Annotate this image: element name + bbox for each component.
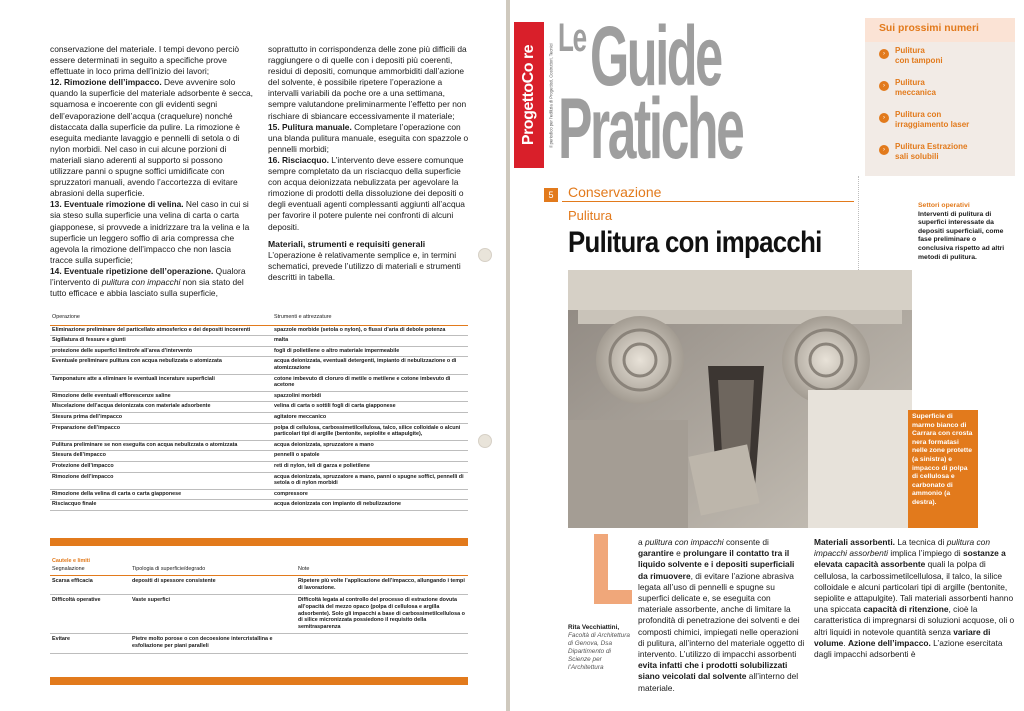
text-run: , cioè la caratteristica di impregnarsi di soluzioni acquose, oli o altri liquidi in notevole quantità senza <box>814 604 1015 637</box>
limits-bottom-bar <box>50 677 468 685</box>
text-run: garantire <box>638 548 674 559</box>
next-issue-item <box>879 78 1015 98</box>
table-row <box>50 402 468 413</box>
table-row <box>50 423 468 440</box>
tools-cell: acqua deionizzata, spruzzatore a mano, panni o spugne soffici, pennelli di setola o di nylon morbidi <box>272 472 468 489</box>
operation-cell: Miscelazione dell’acqua deionizzata con materiale adsorbente <box>50 402 272 413</box>
paragraph: 12. Rimozione dell’impacco. Deve avvenire solo quando la superficie del materiale adsorbente è secca, squamosa e incoerente con gli evidenti segni dell’evaporazione dell’acqua (craquelure) nonché distaccata dalla superficie da pulire. La rimozione è eseguita mediante lavaggio e pennelli di setola o di nylon morbidi. Nel caso in cui alcune porzioni di materiali siano aderenti al supporto si possono utilizzare panni o spugne soffici umidificate con spruzzatori manuali, avendo l’accortezza di evitare abrasioni della superficie. <box>50 77 253 199</box>
table-row <box>50 576 468 595</box>
table-row <box>50 500 468 511</box>
signal-cell: Scarsa efficacia <box>50 576 130 595</box>
text-column-2 <box>268 44 472 283</box>
text-run: variare di volume <box>814 626 991 648</box>
series-title-le: Le <box>558 16 586 60</box>
table-row <box>50 391 468 402</box>
brand-logo: ProgettoCo re <box>520 44 538 146</box>
next-issue-item <box>879 110 1015 130</box>
operation-cell: Pulitura preliminare se non eseguita con acqua nebulizzata o atomizzata <box>50 440 272 451</box>
limits-header-type: Tipologia di superficie/degrado <box>130 565 296 576</box>
table-row <box>50 357 468 374</box>
article-body-column-2 <box>814 537 1016 660</box>
tools-cell: pennelli o spatole <box>272 451 468 462</box>
signal-cell: Difficoltà operative <box>50 595 130 634</box>
operation-cell: protezione delle superfici limitrofe all’area d’intervento <box>50 346 272 357</box>
paragraph: 13. Eventuale rimozione di velina. Nel caso in cui si sia steso sulla superficie una velina di carta o carta giapponese, si provvede a inidrizzare tra la velina e la superficie un leggero soffio di aria compressa che agevola la rimozione dell’impacco che non lascia tracce sulla superficie; <box>50 199 250 265</box>
next-issue-label: Pulitura con tamponi <box>895 46 943 65</box>
table-row <box>50 634 468 653</box>
left-page <box>0 0 506 711</box>
text-run: . <box>843 637 848 648</box>
next-issues-title: Sui prossimi numeri <box>865 18 1015 42</box>
text-run: pulitura con impacchi <box>645 537 724 547</box>
operation-cell: Risciacquo finale <box>50 500 272 511</box>
operation-cell: Rimozione dell’impacco <box>50 472 272 489</box>
text-run: e <box>673 548 684 559</box>
operation-cell: Rimozione della velina di carta o carta giapponese <box>50 489 272 500</box>
table-row <box>50 451 468 462</box>
tools-cell: acqua deionizzata con impianto di nebulizzazione <box>272 500 468 511</box>
tools-cell: compressore <box>272 489 468 500</box>
limits-header-notes: Note <box>296 565 468 576</box>
author-affiliation: Facoltà di Architettura di Genova, Dsa Dipartimento di Scienze per l’Architettura <box>568 632 630 671</box>
next-issue-item <box>879 46 1015 66</box>
binder-hole <box>478 434 492 448</box>
tools-cell: cotone imbevuto di cloruro di metile o metilene e cotone imbevuto di acetone <box>272 374 468 391</box>
sectors-text: Interventi di pulitura di superfici interessate da depositi superficiali, come fase preliminare o conclusiva rispetto ad altri metodi di pulitura. <box>918 210 1005 261</box>
author-credit <box>568 624 632 672</box>
operations-table <box>50 312 468 511</box>
author-name: Rita Vecchiattini, <box>568 624 620 631</box>
operation-cell: Tamponature atte a eliminare le eventuali incerature superficiali <box>50 374 272 391</box>
article-body-column-1 <box>638 537 806 694</box>
notes-cell: Difficoltà legata al controllo del processo di estrazione dovuta all’opacità del mezzo opaco (polpa di cellulosa e argilla adsorbente). Solo gli impacchi a base di carbossimetilcellulosa o di silice micronizzata possiedono il requisito della semitrasparenza <box>296 595 468 634</box>
table-row <box>50 489 468 500</box>
text-run: consente di <box>723 537 769 547</box>
tools-cell: polpa di cellulosa, carbossimetilcellulosa, talco, silice colloidale o alcuni particolari tipi di argille (bentonite, sepiolite e attapulgite), <box>272 423 468 440</box>
text-run: evita infatti che i prodotti solubilizzati siano veicolati dal solvente <box>638 660 788 682</box>
paragraph: conservazione del materiale. I tempi devono perciò essere determinati in seguito a specifiche prove effettuate in loco prima dell’inizio dei lavori; <box>50 44 240 77</box>
next-issues-header <box>865 14 1015 40</box>
table-row <box>50 461 468 472</box>
next-issue-item <box>879 142 1015 162</box>
tools-cell: spazzolini morbidi <box>272 391 468 402</box>
text-run: La tecnica di <box>895 537 947 547</box>
table-row <box>50 325 468 336</box>
series-title-pratiche: Pratiche <box>558 81 743 177</box>
section-name: Conservazione <box>568 184 662 200</box>
photo-caption: Superficie di marmo bianco di Carrara con crosta nera formatasi nelle zone protette (a sinistra) e impacco di polpa di cellulosa e carbonato di ammonio (a destra). <box>908 410 978 528</box>
operational-sectors <box>918 202 1008 262</box>
text-run: Azione dell’impacco. <box>847 637 931 648</box>
tools-cell: acqua deionizzata, eventuali detergenti, impianto di nebulizzazione o di atomizzazione <box>272 357 468 374</box>
next-issue-label: Pulitura con irraggiamento laser <box>895 110 970 129</box>
operation-cell: Stesura prima dell’impacco <box>50 412 272 423</box>
operation-cell: Sigillatura di fessure e giunti <box>50 336 272 347</box>
marble-column-photo <box>568 270 912 528</box>
operation-cell: Eventuale preliminare pulitura con acqua nebulizzata o atomizzata <box>50 357 272 374</box>
text-column-1 <box>50 44 256 299</box>
paragraph: 16. Risciacquo. L’intervento deve essere comunque sempre completato da un risciacquo della superficie con acqua deionizzata nebulizzata per agevolare la rimozione di prodotti della dissoluzione dei depositi o degli eventuali agenti complessanti aggiunti all’acqua per favorire il potere pulente nei confronti di alcuni depositi. <box>268 154 465 232</box>
text-run: , di evitare l’azione abrasiva legata all’uso di pennelli e spugne su superfici delicate e, se eseguita con materiale assorbente, anche di limitare la profondità di penetrazione dei solventi e dei composti chimici, impiegati nelle operazioni di pulitura, all’interno del materiale oggetto di intervento. L’utilizzo di impacchi assorbenti <box>638 570 805 660</box>
tools-cell: spazzole morbide (setola o nylon), o flussi d’aria di debole potenza <box>272 325 468 336</box>
section-rule <box>562 201 854 202</box>
tools-cell: malta <box>272 336 468 347</box>
text-run: sostanze a elevata capacità assorbente <box>814 548 1006 570</box>
tools-cell: reti di nylon, teli di garza e polietilene <box>272 461 468 472</box>
text-run: capacità di ritenzione <box>863 604 949 615</box>
drop-cap-letter <box>588 530 636 614</box>
ops-header-tools: Strumenti e attrezzature <box>272 312 468 325</box>
operation-cell: Eliminazione preliminare del particellato atmosferico e dei depositi incoerenti <box>50 325 272 336</box>
table-row <box>50 374 468 391</box>
table-row <box>50 346 468 357</box>
brand-tagline: Il periodico per l’edilizia di Progettisti, Costruttori, Tecnici <box>548 42 554 148</box>
text-run: Materiali assorbenti. <box>814 537 895 547</box>
binder-hole <box>478 248 492 262</box>
text-run: pulitura con impacchi assorbenti <box>814 537 990 559</box>
tools-cell: velina di carta o sottili fogli di carta giapponese <box>272 402 468 413</box>
text-run: all’interno del materiale. <box>638 671 799 693</box>
series-title-guide: Guide <box>590 9 721 103</box>
next-issues-box <box>865 14 1015 176</box>
limits-header-signal: Segnalazione <box>50 565 130 576</box>
table-row <box>50 595 468 634</box>
paragraph: 15. Pulitura manuale. Completare l’operazione con una blanda pulitura manuale, eseguita con spazzole o pennelli morbidi; <box>268 121 469 154</box>
right-page <box>510 0 1024 711</box>
notes-cell <box>296 634 468 653</box>
section-subtitle: Pulitura <box>568 208 613 223</box>
operation-cell: Preparazione dell’impacco <box>50 423 272 440</box>
paragraph: soprattutto in corrispondenza delle zone più difficili da raggiungere o di quelle con i depositi più coerenti, residui di depositi, comunque ammorbiditi dall’azione del solvente, è possibile ripetere l’operazione a intervalli variabili da poche ore a una settimana, sempre valutandone preliminarmente l’effetto per non rischiare di sbiancare eccessivamente il materiale; <box>268 44 467 121</box>
table-row <box>50 440 468 451</box>
limits-title: Cautele e limiti <box>52 558 91 564</box>
operation-cell: Protezione dell’impacco <box>50 461 272 472</box>
arrow-bullet-icon: › <box>879 49 889 59</box>
table-row <box>50 472 468 489</box>
operation-cell: Rimozione delle eventuali efflorescenze saline <box>50 391 272 402</box>
text-run: implica l’impiego di <box>888 548 963 559</box>
next-issue-label: Pulitura Estrazione sali solubili <box>895 142 968 161</box>
arrow-bullet-icon: › <box>879 145 889 155</box>
text-run: prolungare il contatto tra il liquido solvente e i depositi superficiali da rimuovere <box>638 548 795 581</box>
tools-cell: fogli di polietilene o altro materiale impermeabile <box>272 346 468 357</box>
text-run: a <box>638 537 645 547</box>
table-row <box>50 412 468 423</box>
ops-header-operation: Operazione <box>50 312 272 325</box>
article-title: Pulitura con impacchi <box>568 226 822 259</box>
paragraph: 14. Eventuale ripetizione dell’operazione. Qualora l’intervento di pulitura con impacchi non sia stato del tutto efficace e abbia lasciato sulla superficie, <box>50 265 246 299</box>
operation-cell: Stesura dell’impacco <box>50 451 272 462</box>
limits-table <box>50 558 468 654</box>
tools-cell: agitatore meccanico <box>272 412 468 423</box>
surface-type-cell: Vaste superfici <box>130 595 296 634</box>
notes-cell: Ripetere più volte l’applicazione dell’impacco, allungando i tempi di lavorazione. <box>296 576 468 595</box>
table-divider-bar <box>50 538 468 546</box>
materials-heading: Materiali, strumenti e requisiti generali <box>268 238 426 249</box>
next-issue-label: Pulitura meccanica <box>895 78 936 97</box>
section-number-badge: 5 <box>544 188 558 202</box>
arrow-bullet-icon: › <box>879 113 889 123</box>
table-row <box>50 336 468 347</box>
text-run: L’azione esercitata dagli impacchi adsorbenti è <box>814 637 1003 660</box>
text-run: quali la polpa di cellulosa, la carbossimetilcellulosa, il talco, la silice colloidale e alcuni particolari tipi di argille (bentonite, sepiolite e attapulgite). Tali materiali assorbenti hanno una spiccata <box>814 559 1014 615</box>
surface-type-cell: depositi di spessore consistente <box>130 576 296 595</box>
surface-type-cell: Pietre molto porose o con decoesione intercristallina e esfoliazione per piani paralleli <box>130 634 296 653</box>
tools-cell: acqua deionizzata, spruzzatore a mano <box>272 440 468 451</box>
materials-intro: L’operazione è relativamente semplice e, in termini schematici, prevede l’utilizzo di materiali e strumenti descritti in tabella. <box>268 249 461 282</box>
signal-cell: Evitare <box>50 634 130 653</box>
arrow-bullet-icon: › <box>879 81 889 91</box>
sectors-heading: Settori operativi <box>918 202 970 209</box>
